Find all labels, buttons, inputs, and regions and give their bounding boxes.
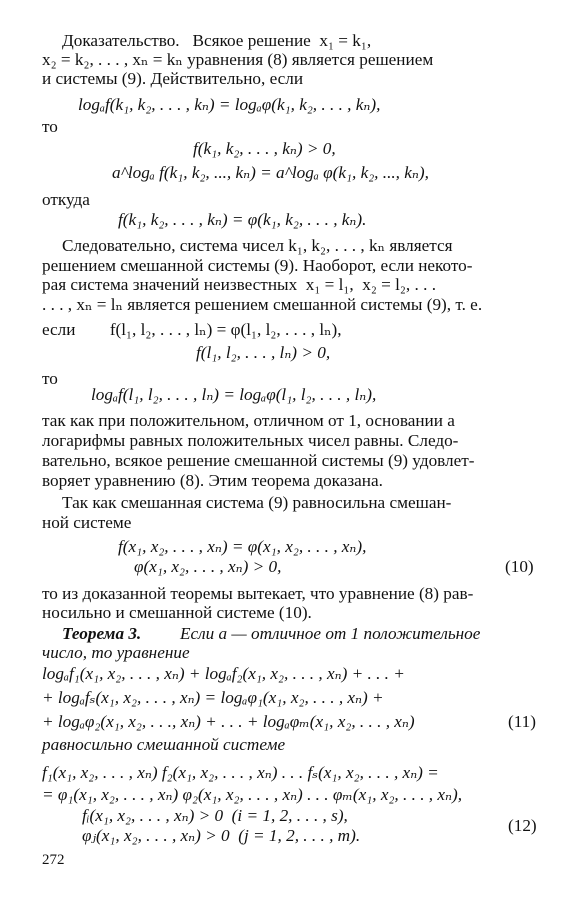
text-line: φ(x₁, x₂, . . . , xₙ) > 0, xyxy=(134,557,282,576)
equation-number-12: (12) xyxy=(508,816,537,835)
text-line: носильно и смешанной системе (10). xyxy=(42,603,312,622)
page-number: 272 xyxy=(42,852,65,868)
text-line: то xyxy=(42,117,58,136)
text-line: то xyxy=(42,369,58,388)
text-line: число, то уравнение xyxy=(42,643,190,662)
text-line: логарифмы равных положительных чисел равны. Следо- xyxy=(42,431,459,450)
text-line: φⱼ(x₁, x₂, . . . , xₙ) > 0 (j = 1, 2, . . . , m). xyxy=(82,826,361,845)
text-line: равносильно смешанной системе xyxy=(42,735,286,754)
text-line: рая система значений неизвестных x₁ = l₁, x₂ = l₂, . . . xyxy=(42,275,437,294)
text-line: откуда xyxy=(42,190,90,209)
text-line: и системы (9). Действительно, если xyxy=(42,69,304,88)
text-line: f(k₁, k₂, . . . , kₙ) = φ(k₁, k₂, . . . , kₙ). xyxy=(118,210,367,229)
text-line: решением смешанной системы (9). Наоборот, если некото- xyxy=(42,256,473,275)
text-line: f(k₁, k₂, . . . , kₙ) > 0, xyxy=(193,139,336,158)
text-line: ной системе xyxy=(42,513,132,532)
theorem-label: Теорема 3. xyxy=(62,624,142,643)
text-line: logₐf(k₁, k₂, . . . , kₙ) = logₐφ(k₁, k₂, . . . , kₙ), xyxy=(78,95,381,114)
text-line: + logₐφ₂(x₁, x₂, . . ., xₙ) + . . . + logₐφₘ(x₁, x₂, . . . , xₙ) xyxy=(42,712,415,731)
text-line: вательно, всякое решение смешанной системы (9) удовлет- xyxy=(42,451,475,470)
text-line: то из доказанной теоремы вытекает, что уравнение (8) рав- xyxy=(42,584,474,603)
text-line: . . . , xₙ = lₙ является решением смешанной системы (9), т. е. xyxy=(42,295,483,314)
text-line: Если a — отличное от 1 положительное xyxy=(180,624,481,643)
equation-number-11: (11) xyxy=(508,712,536,731)
text-line: если f(l₁, l₂, . . . , lₙ) = φ(l₁, l₂, . . . , lₙ), xyxy=(42,320,342,339)
text-line: logₐf(l₁, l₂, . . . , lₙ) = logₐφ(l₁, l₂, . . . , lₙ), xyxy=(91,385,377,404)
text-line: logₐf₁(x₁, x₂, . . . , xₙ) + logₐf₂(x₁, x₂, . . . , xₙ) + . . . + xyxy=(42,664,405,683)
text-line: f(x₁, x₂, . . . , xₙ) = φ(x₁, x₂, . . . , xₙ), xyxy=(118,537,367,556)
text-line: так как при положительном, отличном от 1, основании a xyxy=(42,411,455,430)
text-line: = φ₁(x₁, x₂, . . . , xₙ) φ₂(x₁, x₂, . . . , xₙ) . . . φₘ(x₁, x₂, . . . , xₙ), xyxy=(42,785,463,804)
text-line: воряет уравнению (8). Этим теорема доказана. xyxy=(42,471,383,490)
text-line: a^logₐ f(k₁, k₂, ..., kₙ) = a^logₐ φ(k₁, k₂, ..., kₙ), xyxy=(112,163,429,182)
text-line: f₁(x₁, x₂, . . . , xₙ) f₂(x₁, x₂, . . . , xₙ) . . . fₛ(x₁, x₂, . . . , xₙ) = xyxy=(42,763,439,782)
text-line: Следовательно, система чисел k₁, k₂, . . . , kₙ является xyxy=(62,236,453,255)
text-line: x₂ = k₂, . . . , xₙ = kₙ уравнения (8) является решением xyxy=(42,50,434,69)
text-line: + logₐfₛ(x₁, x₂, . . . , xₙ) = logₐφ₁(x₁, x₂, . . . , xₙ) + xyxy=(42,688,384,707)
text-line: f(l₁, l₂, . . . , lₙ) > 0, xyxy=(196,343,331,362)
text-line: fᵢ(x₁, x₂, . . . , xₙ) > 0 (i = 1, 2, . . . , s), xyxy=(82,806,348,825)
equation-number-10: (10) xyxy=(505,557,534,576)
text-line: Доказательство. Всякое решение x₁ = k₁, xyxy=(62,31,372,50)
text-line: Так как смешанная система (9) равносильна смешан- xyxy=(62,493,452,512)
